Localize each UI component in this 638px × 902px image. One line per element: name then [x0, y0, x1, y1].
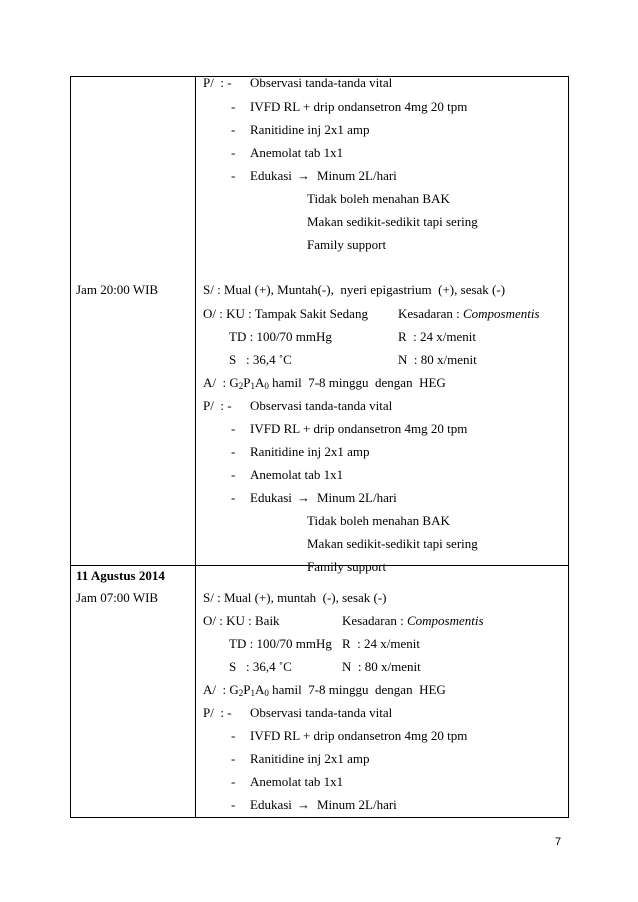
vital-s: S : 36,4 ˚C: [229, 352, 292, 367]
plan-prefix: P/ : -: [203, 75, 232, 90]
abortus: 0: [264, 688, 269, 698]
arrow-icon: →: [297, 797, 310, 812]
plan-item: Anemolat tab 1x1: [250, 467, 344, 482]
bullet: -: [231, 467, 236, 482]
plan-education-item: Makan sedikit-sedikit tapi sering: [307, 536, 478, 551]
plan-item: IVFD RL + drip ondansetron 4mg 20 tpm: [250, 728, 468, 743]
abortus-label: A: [254, 682, 265, 697]
plan-item: Anemolat tab 1x1: [250, 774, 344, 789]
plan-education-item: Tidak boleh menahan BAK: [307, 191, 450, 206]
bullet: -: [231, 99, 236, 114]
vital-n: N : 80 x/menit: [342, 659, 421, 674]
bullet: -: [231, 797, 236, 812]
plan-education: Edukasi: [250, 490, 292, 505]
bullet: -: [231, 490, 236, 505]
objective-kesadaran: [398, 306, 540, 322]
arrow-icon: →: [297, 168, 310, 183]
plan-item: IVFD RL + drip ondansetron 4mg 20 tpm: [250, 99, 468, 114]
vital-td: TD : 100/70 mmHg: [229, 636, 332, 651]
objective-kesadaran: [342, 613, 484, 629]
plan-item: IVFD RL + drip ondansetron 4mg 20 tpm: [250, 421, 468, 436]
kesadaran-value: Composmentis: [462, 306, 540, 321]
kesadaran-value: Composmentis: [406, 613, 484, 628]
plan-education-item: Family support: [307, 559, 387, 574]
kesadaran-label: Kesadaran :: [398, 306, 463, 321]
assessment: [203, 682, 446, 698]
vital-r: R : 24 x/menit: [398, 329, 476, 344]
assessment-suffix: hamil 7-8 minggu dengan HEG: [268, 375, 446, 390]
subjective: S/ : Mual (+), muntah (-), sesak (-): [203, 590, 387, 605]
para-label: P: [243, 375, 251, 390]
plan-prefix: P/ : -: [203, 705, 232, 720]
vital-td: TD : 100/70 mmHg: [229, 329, 332, 344]
assessment-prefix: A/ : G: [203, 682, 239, 697]
plan-education-item: Makan sedikit-sedikit tapi sering: [307, 214, 478, 229]
objective-ku: O/ : KU : Tampak Sakit Sedang: [203, 306, 368, 321]
time-label: Jam 07:00 WIB: [76, 590, 159, 605]
plan-first-item: Observasi tanda-tanda vital: [250, 398, 393, 413]
plan-first-item: Observasi tanda-tanda vital: [250, 705, 393, 720]
vital-s: S : 36,4 ˚C: [229, 659, 292, 674]
bullet: -: [231, 728, 236, 743]
abortus: 0: [264, 381, 269, 391]
assessment-suffix: hamil 7-8 minggu dengan HEG: [268, 682, 446, 697]
plan-item: Anemolat tab 1x1: [250, 145, 344, 160]
gravida: 2: [238, 381, 244, 391]
column-divider: [195, 77, 196, 817]
objective-ku: O/ : KU : Baik: [203, 613, 280, 628]
plan-first-item: Observasi tanda-tanda vital: [250, 75, 393, 90]
bullet: -: [231, 774, 236, 789]
plan-item: Ranitidine inj 2x1 amp: [250, 751, 370, 766]
abortus-label: A: [254, 375, 265, 390]
para: 1: [250, 381, 255, 391]
assessment-prefix: A/ : G: [203, 375, 239, 390]
plan-item: Ranitidine inj 2x1 amp: [250, 122, 370, 137]
plan-education-item: Minum 2L/hari: [317, 490, 397, 505]
plan-prefix: P/ : -: [203, 398, 232, 413]
vital-n: N : 80 x/menit: [398, 352, 477, 367]
bullet: -: [231, 421, 236, 436]
page-number: 7: [555, 836, 562, 848]
vital-r: R : 24 x/menit: [342, 636, 420, 651]
para: 1: [250, 688, 255, 698]
time-label: Jam 20:00 WIB: [76, 282, 159, 297]
plan-education: Edukasi: [250, 797, 292, 812]
plan-education-item: Family support: [307, 237, 387, 252]
plan-education-item: Minum 2L/hari: [317, 168, 397, 183]
subjective: S/ : Mual (+), Muntah(-), nyeri epigastrium (+), sesak (-): [203, 282, 506, 297]
kesadaran-label: Kesadaran :: [342, 613, 407, 628]
bullet: -: [231, 122, 236, 137]
para-label: P: [243, 682, 251, 697]
bullet: -: [231, 145, 236, 160]
gravida: 2: [238, 688, 244, 698]
arrow-icon: →: [297, 490, 310, 505]
plan-education-item: Minum 2L/hari: [317, 797, 397, 812]
assessment: [203, 375, 446, 391]
bullet: -: [231, 751, 236, 766]
plan-item: Ranitidine inj 2x1 amp: [250, 444, 370, 459]
date-label: 11 Agustus 2014: [76, 568, 165, 583]
plan-education: Edukasi: [250, 168, 292, 183]
bullet: -: [231, 168, 236, 183]
bullet: -: [231, 444, 236, 459]
plan-education-item: Tidak boleh menahan BAK: [307, 513, 450, 528]
